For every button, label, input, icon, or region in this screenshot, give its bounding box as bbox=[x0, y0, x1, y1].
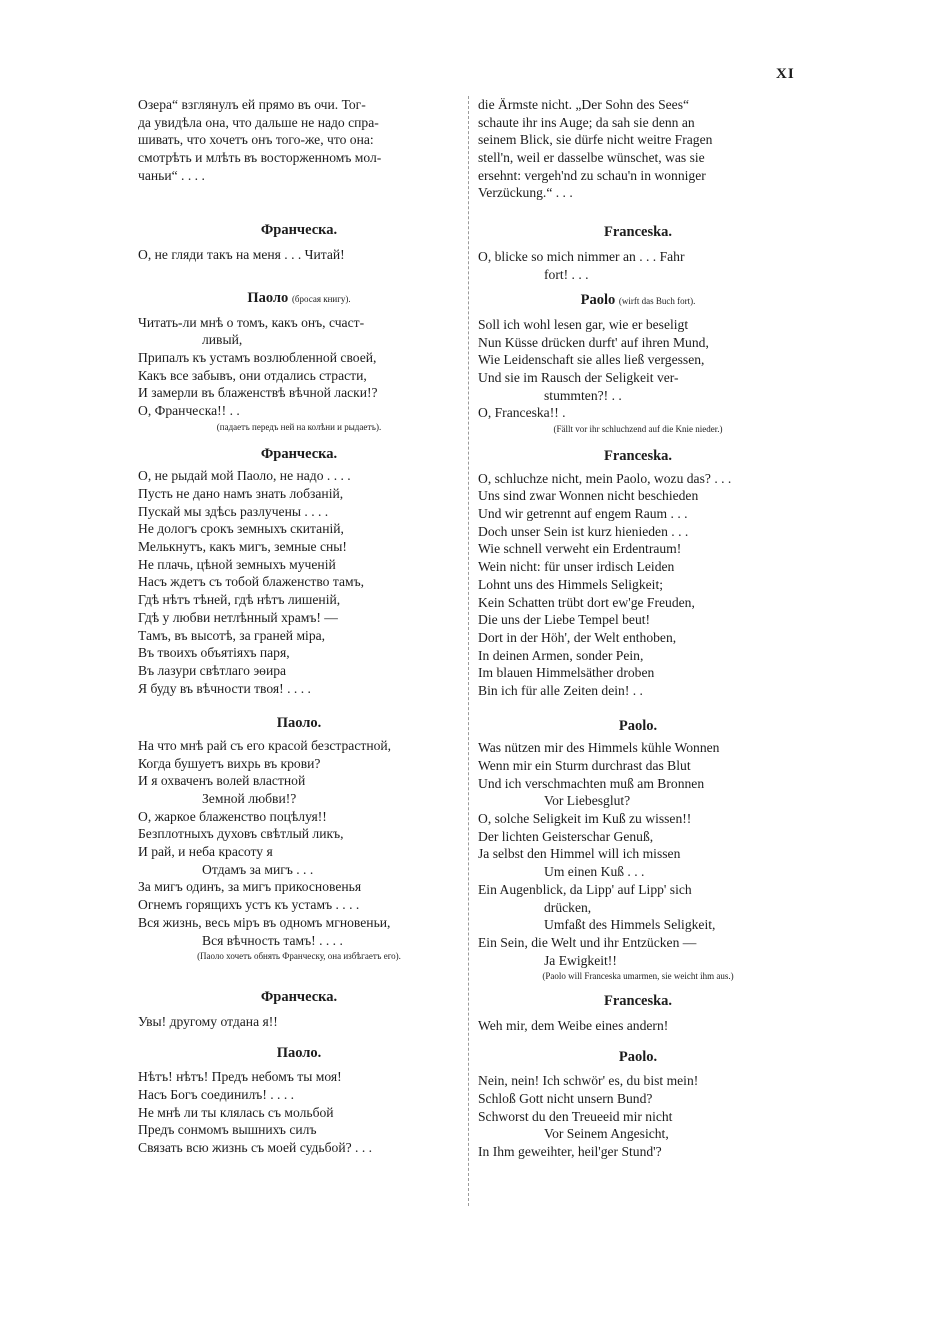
verse-line: Пусть не дано намъ знать лобзаній, bbox=[138, 486, 344, 501]
verse-line: О, жаркое блаженство поцѣлуя!! bbox=[138, 808, 327, 824]
verse-line: Wie schnell verweht ein Erdentraum! bbox=[478, 541, 682, 557]
text-line: смотрѣть и млѣть въ восторженномъ мол- bbox=[138, 150, 382, 166]
verse-line: О, не гляди такъ на меня . . . Читай! bbox=[138, 247, 345, 263]
verse-line: Въ лазури свѣтлаго эѳира bbox=[138, 662, 287, 678]
verse-line: Umfaßt des Himmels Seligkeit, bbox=[544, 917, 716, 933]
verse-line: Отдамъ за мигъ . . . bbox=[202, 861, 314, 877]
verse-line: Тамъ, въ высотѣ, за граней міра, bbox=[138, 627, 326, 643]
speaker-heading: Franceska. bbox=[603, 224, 673, 241]
verse-line: Ja Ewigkeit!! bbox=[544, 952, 617, 968]
verse-line: О, не рыдай мой Паоло, не надо . . . . bbox=[138, 468, 351, 484]
verse-line: drücken, bbox=[544, 899, 592, 915]
verse-line: Въ твоихъ объятіяхъ паря, bbox=[138, 645, 290, 661]
speaker-heading: Франческа. bbox=[260, 445, 338, 462]
verse-line: Какъ все забывъ, они отдались страсти, bbox=[138, 367, 367, 383]
verse-line: fort! . . . bbox=[544, 266, 589, 282]
column-divider bbox=[468, 96, 469, 1206]
verse-line: Der lichten Geisterschar Genuß, bbox=[478, 828, 654, 844]
speaker-heading: Паоло. bbox=[276, 1044, 322, 1061]
speaker-heading: Франческа. bbox=[260, 222, 338, 239]
verse-line: Гдѣ у любви нетлѣнный храмъ! — bbox=[138, 609, 338, 625]
verse-line: O, solche Seligkeit im Kuß zu wissen!! bbox=[478, 811, 692, 827]
text-line: seinem Blick, sie dürfe nicht weitre Fragen bbox=[478, 132, 713, 148]
verse-line: Нѣтъ! нѣтъ! Предъ небомъ ты моя! bbox=[138, 1069, 342, 1085]
speaker-name: Паоло bbox=[247, 289, 289, 306]
stage-direction: (бросая книгу). bbox=[291, 293, 351, 304]
verse-line: Ja selbst den Himmel will ich missen bbox=[478, 846, 681, 862]
verse-line: Vor Seinem Angesicht, bbox=[544, 1126, 669, 1142]
speaker-heading: Paolo. bbox=[618, 1048, 658, 1065]
verse-line: Dort in der Höh', der Welt enthoben, bbox=[478, 629, 677, 645]
verse-line: Kein Schatten trübt dort ew'ge Freuden, bbox=[478, 594, 695, 610]
verse-line: Увы! другому отдана я!! bbox=[138, 1013, 278, 1029]
verse-line: Вся жизнь, весь міръ въ одномъ мгновеньи, bbox=[138, 914, 391, 930]
verse-line: Lohnt uns des Himmels Seligkeit; bbox=[478, 576, 664, 592]
verse-line: Weh mir, dem Weibe eines andern! bbox=[478, 1017, 669, 1033]
verse-line: Und wir getrennt auf engem Raum . . . bbox=[478, 506, 688, 522]
verse-line: Не плачь, цѣной земныхъ мученій bbox=[138, 556, 336, 572]
text-line: чаньи“ . . . . bbox=[138, 167, 205, 183]
speaker-heading: Paolo. bbox=[618, 717, 658, 734]
verse-line: Im blauen Himmelsäther droben bbox=[478, 665, 655, 681]
verse-line: Читать-ли мнѣ о томъ, какъ онъ, счаст- bbox=[138, 314, 365, 330]
text-line: stell'n, weil er dasselbe wünschet, was sie bbox=[478, 150, 705, 166]
verse-line: Мелькнутъ, какъ мигъ, земные сны! bbox=[138, 539, 347, 555]
intro-paragraph bbox=[478, 96, 798, 202]
verse-line: За мигъ одинъ, за мигъ прикосновенья bbox=[138, 879, 362, 895]
verse-line: Огнемъ горящихъ устъ къ устамъ . . . . bbox=[138, 897, 360, 913]
verse-line: Wie Leidenschaft sie alles ließ vergessen, bbox=[478, 352, 705, 368]
verse-line: И я охваченъ волей властной bbox=[138, 773, 306, 789]
verse-line: Пускай мы здѣсь разлучены . . . . bbox=[138, 503, 329, 519]
verse-line: Nein, nein! Ich schwör' es, du bist mein! bbox=[478, 1073, 699, 1089]
verse-line: Не дологъ срокъ земныхъ скитаній, bbox=[138, 521, 344, 537]
verse-line: Vor Liebesglut? bbox=[544, 793, 631, 809]
verse-line: Bin ich für alle Zeiten dein! . . bbox=[478, 682, 643, 698]
verse-line: Um einen Kuß . . . bbox=[544, 864, 645, 880]
text-line: schaute ihr ins Auge; da sah sie denn an bbox=[478, 114, 695, 130]
speaker-name: Paolo bbox=[580, 292, 616, 309]
stage-direction: (Paolo will Franceska umarmen, sie weicht ihm aus.) bbox=[542, 971, 734, 982]
russian-column bbox=[138, 96, 460, 1157]
intro-paragraph bbox=[138, 96, 460, 184]
verse-line: Предъ сонмомъ вышнихъ силъ bbox=[138, 1122, 317, 1138]
stage-direction: (wirft das Buch fort). bbox=[618, 296, 696, 307]
verse-line: Насъ Богъ соединилъ! . . . . bbox=[138, 1086, 295, 1102]
text-line: Verzückung.“ . . . bbox=[478, 185, 573, 201]
speaker-heading: Franceska. bbox=[603, 448, 673, 464]
text-line: да увидѣла она, что дальше не надо спра- bbox=[138, 114, 379, 130]
verse-line: Wenn mir ein Sturm durchrast das Blut bbox=[478, 758, 691, 773]
verse-line: Und ich verschmachten muß am Bronnen bbox=[478, 775, 705, 791]
verse-line: Nun Küsse drücken durft' auf ihren Mund, bbox=[478, 334, 709, 350]
verse-line: Вся вѣчность тамъ! . . . . bbox=[202, 932, 343, 948]
verse-line: Uns sind zwar Wonnen nicht beschieden bbox=[478, 488, 699, 504]
verse-line: Soll ich wohl lesen gar, wie er beseligt bbox=[478, 316, 689, 332]
speaker-heading bbox=[478, 292, 798, 310]
verse-line: И рай, и неба красоту я bbox=[138, 844, 273, 860]
stage-direction: (Паоло хочетъ обнять Франческу, она избѣгаетъ его). bbox=[197, 951, 401, 962]
verse-line: Гдѣ нѣтъ тѣней, гдѣ нѣтъ лишеній, bbox=[138, 592, 341, 608]
german-column bbox=[478, 96, 798, 1161]
verse-line: Не мнѣ ли ты клялась съ мольбой bbox=[138, 1104, 334, 1120]
stage-direction: (Fällt vor ihr schluchzend auf die Knie nieder.) bbox=[553, 424, 723, 434]
page-number: XI bbox=[776, 66, 795, 82]
verse-line: Земной любви!? bbox=[202, 791, 297, 806]
verse-line: Насъ ждетъ съ тобой блаженство тамъ, bbox=[138, 574, 365, 590]
verse-line: Doch unser Sein ist kurz hienieden . . . bbox=[478, 523, 689, 539]
verse-line: ливый, bbox=[202, 332, 243, 348]
verse-line: Schworst du den Treueeid mir nicht bbox=[478, 1108, 673, 1124]
speaker-heading: Паоло. bbox=[276, 715, 322, 732]
verse-line: И замерли въ блаженствѣ вѣчной ласки!? bbox=[138, 385, 378, 401]
verse-line: Die uns der Liebe Tempel beut! bbox=[478, 612, 651, 628]
verse-line: Связать всю жизнь съ моей судьбой? . . . bbox=[138, 1140, 373, 1155]
verse-line: Und sie im Rausch der Seligkeit ver- bbox=[478, 369, 679, 385]
stage-direction: (падаетъ передъ ней на колѣни и рыдаетъ). bbox=[216, 421, 382, 432]
verse-line: O, schluchze nicht, mein Paolo, wozu das? . . . bbox=[478, 470, 732, 486]
verse-line: Припалъ къ устамъ возлюбленной своей, bbox=[138, 349, 377, 365]
verse-line: Ein Sein, die Welt und ihr Entzücken — bbox=[478, 934, 697, 950]
verse-line: На что мнѣ рай съ его красой безстрастной, bbox=[138, 737, 392, 753]
speaker-heading bbox=[138, 290, 460, 308]
verse-line: Ein Augenblick, da Lipp' auf Lipp' sich bbox=[478, 881, 692, 897]
verse-line: О, Франческа!! . . bbox=[138, 402, 240, 418]
speaker-heading: Franceska. bbox=[603, 993, 673, 1010]
verse-line: Когда бушуетъ вихрь въ крови? bbox=[138, 755, 321, 771]
verse-line: Was nützen mir des Himmels kühle Wonnen bbox=[478, 740, 720, 756]
verse-line: In deinen Armen, sonder Pein, bbox=[478, 647, 644, 663]
verse-line: O, Franceska!! . bbox=[478, 405, 566, 421]
verse-line: stummten?! . . bbox=[544, 387, 622, 403]
text-line: Озера“ взглянулъ ей прямо въ очи. Тог- bbox=[138, 97, 366, 112]
verse-line: Schloß Gott nicht unsern Bund? bbox=[478, 1091, 653, 1106]
verse-line: In Ihm geweihter, heil'ger Stund'? bbox=[478, 1144, 662, 1160]
verse-line: Wein nicht: für unser irdisch Leiden bbox=[478, 559, 675, 575]
verse-line: Я буду въ вѣчности твоя! . . . . bbox=[138, 680, 311, 696]
text-line: die Ärmste nicht. „Der Sohn des Sees“ bbox=[478, 97, 690, 112]
verse-line: Безплотныхъ духовъ свѣтлый ликъ, bbox=[138, 826, 344, 842]
verse-line: O, blicke so mich nimmer an . . . Fahr bbox=[478, 248, 685, 264]
text-line: шивать, что хочетъ онъ того-же, что она: bbox=[138, 132, 374, 148]
speaker-heading: Франческа. bbox=[260, 989, 338, 1006]
text-line: ersehnt: vergeh'nd zu schau'n in wonniger bbox=[478, 167, 706, 183]
